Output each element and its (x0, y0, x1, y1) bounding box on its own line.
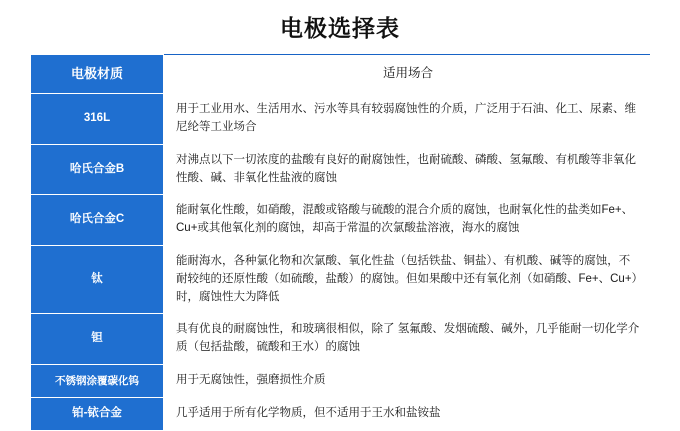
cell-material: 316L (31, 94, 164, 145)
cell-material: 哈氏合金B (31, 144, 164, 195)
table-row (31, 144, 651, 195)
table-row (31, 94, 651, 145)
table-row (31, 246, 651, 314)
page-title: 电极选择表 (280, 15, 400, 41)
table-row (31, 365, 651, 398)
cell-material: 钛 (31, 246, 164, 314)
cell-usage: 用于工业用水、生活用水、污水等具有较弱腐蚀性的介质，广泛用于石油、化工、尿素、维尼纶等工业场合 (164, 94, 651, 145)
table-row (31, 314, 651, 365)
cell-usage: 能耐氧化性酸，如硝酸，混酸或铬酸与硫酸的混合介质的腐蚀，也耐氧化性的盐类如Fe+、Cu+或其他氧化剂的腐蚀，却高于常温的次氯酸盐溶液，海水的腐蚀 (164, 195, 651, 246)
table-row (31, 397, 651, 430)
cell-material: 铂-铱合金 (31, 397, 164, 430)
cell-usage: 对沸点以下一切浓度的盐酸有良好的耐腐蚀性，也耐硫酸、磷酸、氢氟酸、有机酸等非氧化性酸、碱、非氧化性盐液的腐蚀 (164, 144, 651, 195)
electrode-selection-table (30, 54, 651, 431)
cell-usage: 用于无腐蚀性，强磨损性介质 (164, 365, 651, 398)
cell-material: 哈氏合金C (31, 195, 164, 246)
column-header-material: 电极材质 (31, 55, 164, 94)
cell-usage: 具有优良的耐腐蚀性，和玻璃很相似，除了 氢氟酸、发烟硫酸、碱外，几乎能耐一切化学介质（包括盐酸，硫酸和王水）的腐蚀 (164, 314, 651, 365)
table-row (31, 195, 651, 246)
cell-material: 钽 (31, 314, 164, 365)
table-header-row (31, 55, 651, 94)
cell-usage: 能耐海水，各种氯化物和次氯酸、氧化性盐（包括铁盐、铜盐）、有机酸、碱等的腐蚀，不耐较纯的还原性酸（如硫酸，盐酸）的腐蚀。但如果酸中还有氧化剂（如硝酸、Fe+、Cu+）时，腐蚀性大为降低 (164, 246, 651, 314)
table-container (0, 54, 680, 431)
cell-usage: 几乎适用于所有化学物质，但不适用于王水和盐铵盐 (164, 397, 651, 430)
column-header-usage: 适用场合 (164, 55, 651, 94)
cell-material: 不锈钢涂覆碳化钨 (31, 365, 164, 398)
